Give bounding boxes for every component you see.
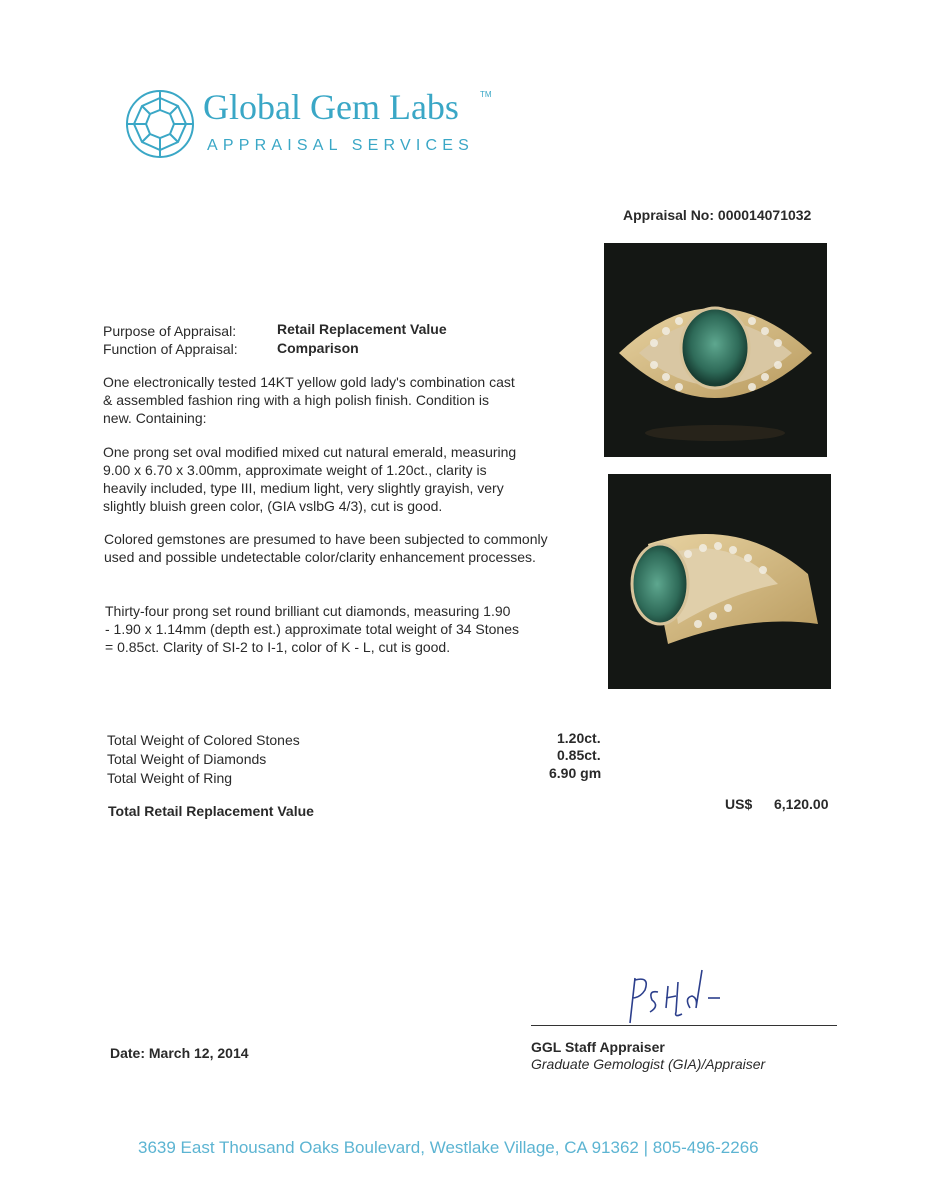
function-value: Comparison — [277, 340, 359, 356]
ring-photo-side — [608, 474, 831, 689]
signature-line — [531, 1025, 837, 1026]
retail-currency: US$ — [725, 796, 753, 812]
appraiser-signature — [600, 968, 740, 1033]
gem-outline-icon — [124, 88, 196, 165]
total-diamonds-label: Total Weight of Diamonds — [107, 751, 267, 767]
ring-photo-front — [604, 243, 827, 457]
brand-name: Global Gem Labs — [203, 87, 459, 127]
total-ring-value: 6.90 gm — [549, 765, 602, 781]
emerald-description: One prong set oval modified mixed cut natural emerald, measuring 9.00 x 6.70 x 3.00mm, approximate weight of 1.20ct., clarity is heavily included, type III, medium light, very slightly grayish, very slightly bluish green color, (GIA vslbG 4/3), cut is good. — [103, 444, 517, 514]
footer-address: 3639 East Thousand Oaks Boulevard, Westlake Village, CA 91362 | 805-496-2266 — [138, 1138, 759, 1157]
retail-value-label: Total Retail Replacement Value — [108, 803, 314, 819]
function-label: Function of Appraisal: — [103, 341, 238, 357]
purpose-value: Retail Replacement Value — [277, 321, 447, 337]
retail-amount: 6,120.00 — [774, 796, 829, 812]
diamonds-description: Thirty-four prong set round brilliant cut diamonds, measuring 1.90 - 1.90 x 1.14mm (depth est.) approximate total weight of 34 Stones = 0.85ct. Clarity of SI-2 to I-1, color of K - L, cut is good. — [105, 603, 519, 655]
total-colored-stones-value: 1.20ct. — [557, 730, 601, 746]
ring-description: One electronically tested 14KT yellow gold lady's combination cast & assembled fashion ring with a high polish finish. Condition is new. Containing: — [103, 374, 515, 426]
total-diamonds-value: 0.85ct. — [557, 747, 601, 763]
appraiser-title: GGL Staff Appraiser — [531, 1039, 665, 1055]
purpose-label: Purpose of Appraisal: — [103, 323, 237, 339]
appraisal-number: Appraisal No: 000014071032 — [623, 207, 812, 223]
total-ring-label: Total Weight of Ring — [107, 770, 233, 786]
appraisal-date: Date: March 12, 2014 — [110, 1045, 249, 1061]
total-colored-stones-label: Total Weight of Colored Stones — [107, 732, 300, 748]
trademark: TM — [480, 90, 492, 99]
appraiser-credentials: Graduate Gemologist (GIA)/Appraiser — [531, 1056, 766, 1072]
brand-tagline: APPRAISAL SERVICES — [207, 137, 475, 154]
colored-gemstone-note: Colored gemstones are presumed to have been subjected to commonly used and possible undetectable color/clarity enhancement processes. — [104, 531, 548, 565]
